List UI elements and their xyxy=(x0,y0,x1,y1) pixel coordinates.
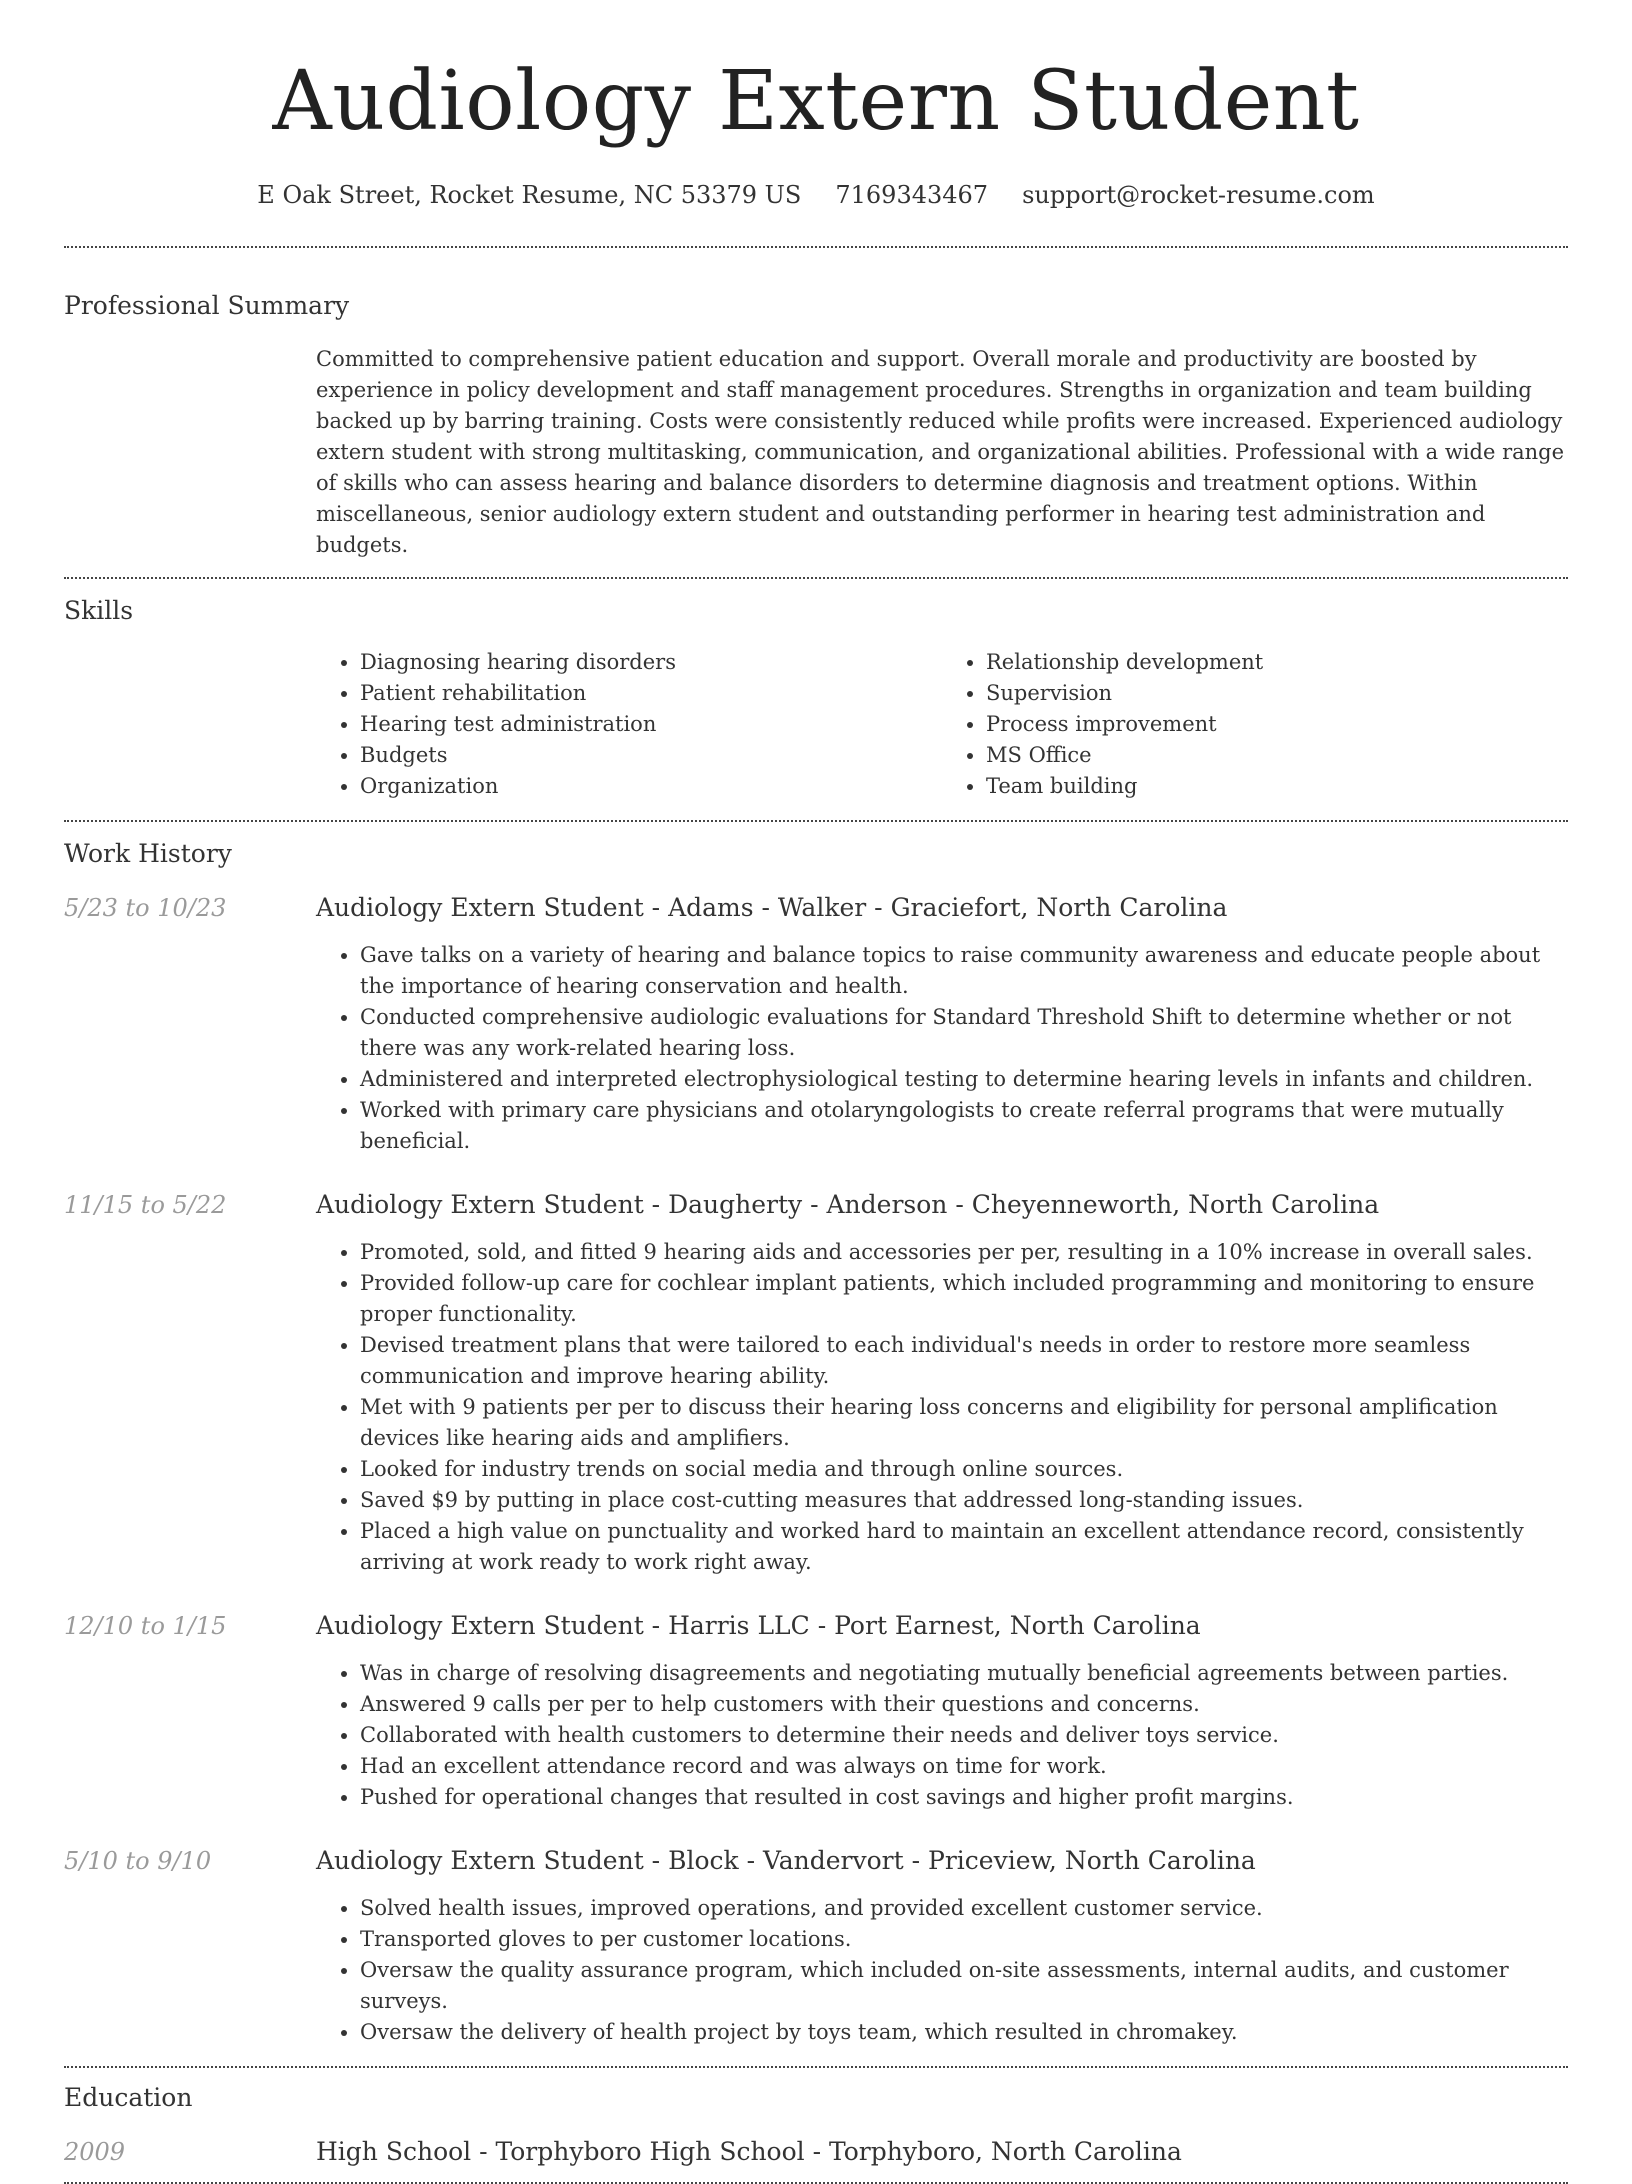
job-bullets xyxy=(316,1658,1568,1813)
contact-info xyxy=(64,178,1568,212)
skill-item: • Hearing test administration xyxy=(360,709,942,740)
job-body xyxy=(316,1845,1568,2048)
job-body xyxy=(316,1610,1568,1813)
summary-text: Committed to comprehensive patient education and support. Overall morale and productivity are boosted by experience in policy development and staff management procedures. Strengths in organization and team building backed up by barring training. Costs were consistently reduced while profits were increased. Experienced audiology extern student with strong multitasking, communication, and organizational abilities. Professional with a wide range of skills who can assess hearing and balance disorders to determine diagnosis and treatment options. Within miscellaneous, senior audiology extern student and outstanding performer in hearing test administration and budgets. xyxy=(316,347,1565,557)
section-spacer xyxy=(64,2048,1568,2066)
summary-heading: Professional Summary xyxy=(64,291,350,320)
job-bullet: • Oversaw the delivery of health project by toys team, which resulted in chromakey. xyxy=(360,2017,1568,2048)
job-bullet: • Collaborated with health customers to determine their needs and deliver toys service. xyxy=(360,1720,1568,1751)
skills-column-right xyxy=(942,647,1568,802)
job-bullet: • Had an excellent attendance record and was always on time for work. xyxy=(360,1751,1568,1782)
job-date: 5/10 to 9/10 xyxy=(64,1847,212,1875)
contact-address: E Oak Street, Rocket Resume, NC 53379 US xyxy=(257,181,802,209)
skills-section xyxy=(64,579,1568,820)
skill-item: • Supervision xyxy=(986,678,1568,709)
job-date: 5/23 to 10/23 xyxy=(64,894,227,922)
job-bullet: • Promoted, sold, and fitted 9 hearing aids and accessories per per, resulting in a 10% increase in overall sales. xyxy=(360,1237,1568,1268)
skill-item: • Relationship development xyxy=(986,647,1568,678)
job-title: Audiology Extern Student - Harris LLC - Port Earnest, North Carolina xyxy=(316,1611,1201,1640)
skill-item: • Team building xyxy=(986,771,1568,802)
education-section xyxy=(64,2068,1568,2182)
job-bullet: • Gave talks on a variety of hearing and balance topics to raise community awareness and educate people about the importance of hearing conservation and health. xyxy=(360,940,1568,1002)
job-entry xyxy=(64,1845,1568,2048)
job-date: 12/10 to 1/15 xyxy=(64,1612,227,1640)
job-title: Audiology Extern Student - Block - Vandervort - Priceview, North Carolina xyxy=(316,1846,1256,1875)
job-title: Audiology Extern Student - Adams - Walker - Graciefort, North Carolina xyxy=(316,893,1228,922)
education-text: High School - Torphyboro High School - Torphyboro, North Carolina xyxy=(316,2137,1182,2166)
job-entry xyxy=(64,1189,1568,1578)
job-body xyxy=(316,1189,1568,1578)
work-history-heading: Work History xyxy=(64,839,232,868)
skills-heading: Skills xyxy=(64,596,134,625)
job-bullet: • Answered 9 calls per per to help customers with their questions and concerns. xyxy=(360,1689,1568,1720)
job-date: 11/15 to 5/22 xyxy=(64,1191,227,1219)
education-heading: Education xyxy=(64,2083,193,2112)
job-bullet: • Saved $9 by putting in place cost-cutting measures that addressed long-standing issues. xyxy=(360,1485,1568,1516)
skills-grid xyxy=(316,647,1568,820)
skill-item: • Organization xyxy=(360,771,942,802)
skill-item: • Process improvement xyxy=(986,709,1568,740)
skill-item: • Diagnosing hearing disorders xyxy=(360,647,942,678)
job-body xyxy=(316,892,1568,1157)
job-bullet: • Devised treatment plans that were tailored to each individual's needs in order to restore more seamless communication and improve hearing ability. xyxy=(360,1330,1568,1392)
job-bullet: • Met with 9 patients per per to discuss their hearing loss concerns and eligibility for personal amplification devices like hearing aids and amplifiers. xyxy=(360,1392,1568,1454)
job-entry xyxy=(64,892,1568,1157)
contact-phone: 7169343467 xyxy=(835,181,989,209)
job-bullet: • Looked for industry trends on social media and through online sources. xyxy=(360,1454,1568,1485)
job-bullet: • Transported gloves to per customer locations. xyxy=(360,1924,1568,1955)
job-bullet: • Administered and interpreted electrophysiological testing to determine hearing levels in infants and children. xyxy=(360,1064,1568,1095)
candidate-name: Audiology Extern Student xyxy=(272,54,1360,149)
job-bullet: • Provided follow-up care for cochlear implant patients, which included programming and monitoring to ensure proper functionality. xyxy=(360,1268,1568,1330)
job-bullets xyxy=(316,1893,1568,2048)
skills-column-left xyxy=(316,647,942,802)
skill-item: • MS Office xyxy=(986,740,1568,771)
summary-section xyxy=(64,248,1568,577)
job-bullet: • Oversaw the quality assurance program, which included on-site assessments, internal audits, and customer surveys. xyxy=(360,1955,1568,2017)
job-bullet: • Conducted comprehensive audiologic evaluations for Standard Threshold Shift to determine whether or not there was any work-related hearing loss. xyxy=(360,1002,1568,1064)
education-date: 2009 xyxy=(64,2138,126,2166)
job-bullet: • Worked with primary care physicians and otolaryngologists to create referral programs that were mutually beneficial. xyxy=(360,1095,1568,1157)
job-bullet: • Was in charge of resolving disagreements and negotiating mutually beneficial agreements between parties. xyxy=(360,1658,1568,1689)
job-title: Audiology Extern Student - Daugherty - Anderson - Cheyenneworth, North Carolina xyxy=(316,1190,1380,1219)
job-bullets xyxy=(316,940,1568,1157)
job-bullet: • Placed a high value on punctuality and worked hard to maintain an excellent attendance record, consistently arriving at work ready to work right away. xyxy=(360,1516,1568,1578)
job-bullets xyxy=(316,1237,1568,1578)
education-entry xyxy=(64,2136,1568,2182)
job-bullet: • Solved health issues, improved operations, and provided excellent customer service. xyxy=(360,1893,1568,1924)
job-entry xyxy=(64,1610,1568,1813)
skill-item: • Patient rehabilitation xyxy=(360,678,942,709)
skill-item: • Budgets xyxy=(360,740,942,771)
job-bullet: • Pushed for operational changes that resulted in cost savings and higher profit margins. xyxy=(360,1782,1568,1813)
contact-email: support@rocket-resume.com xyxy=(1022,181,1375,209)
work-history-section xyxy=(64,822,1568,2066)
